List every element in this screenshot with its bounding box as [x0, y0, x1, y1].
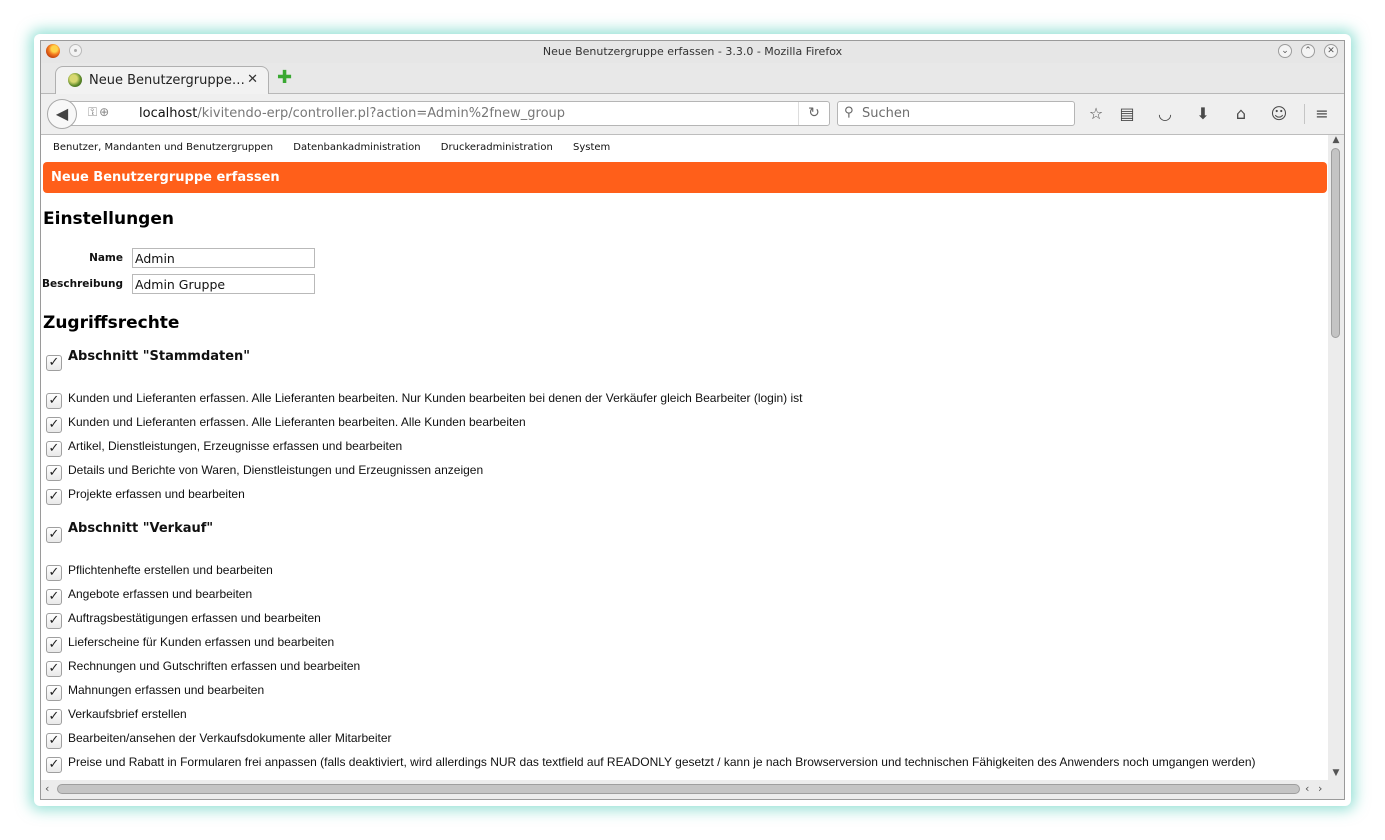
right-label: Bearbeiten/ansehen der Verkaufsdokumente aller Mitarbeiter [68, 731, 392, 745]
title-bar [41, 41, 1344, 63]
right-label: Angebote erfassen und bearbeiten [68, 587, 253, 601]
right-label: Projekte erfassen und bearbeiten [68, 487, 245, 501]
pocket-icon[interactable]: ◡ [1158, 104, 1172, 123]
section-checkbox[interactable]: ✓ [46, 527, 62, 543]
bookmark-star-icon[interactable]: ☆ [1088, 104, 1104, 123]
tab-strip [41, 63, 1344, 94]
menu-item-users[interactable]: Benutzer, Mandanten und Benutzergruppen [53, 142, 274, 153]
menu-item-printer[interactable]: Druckeradministration [440, 142, 553, 153]
description-field[interactable] [132, 274, 315, 294]
home-icon[interactable]: ⌂ [1235, 104, 1247, 123]
chat-icon[interactable]: ☺ [1270, 104, 1288, 123]
settings-heading: Einstellungen [43, 209, 174, 229]
minimize-button[interactable]: ⌄ [1278, 44, 1292, 58]
right-checkbox[interactable]: ✓ [46, 733, 62, 749]
right-label: Kunden und Lieferanten erfassen. Alle Lieferanten bearbeiten. Nur Kunden bearbeiten bei denen der Verkäufer gleich Bearbeiter (login) ist [68, 391, 803, 405]
right-checkbox[interactable]: ✓ [46, 393, 62, 409]
right-checkbox[interactable]: ✓ [46, 637, 62, 653]
page-banner: Neue Benutzergruppe erfassen [43, 162, 1327, 193]
right-checkbox[interactable]: ✓ [46, 709, 62, 725]
right-label: Details und Berichte von Waren, Dienstleistungen und Erzeugnissen anzeigen [68, 463, 484, 477]
right-checkbox[interactable]: ✓ [46, 757, 62, 773]
right-label: Mahnungen erfassen und bearbeiten [68, 683, 265, 697]
scroll-down-icon[interactable]: ▼ [1332, 768, 1340, 778]
right-checkbox[interactable]: ✓ [46, 441, 62, 457]
right-label: Preise und Rabatt in Formularen frei anpassen (falls deaktiviert, wird allerdings NUR das textfield auf READONLY gesetzt / kann je nach Browserversion und technischen Fähigkeiten des Anwenders noch umgangen werden) [68, 755, 1256, 769]
right-label: Rechnungen und Gutschriften erfassen und bearbeiten [68, 659, 361, 673]
reading-list-icon[interactable]: ▤ [1119, 104, 1135, 123]
right-checkbox[interactable]: ✓ [46, 489, 62, 505]
section-heading: Abschnitt "Verkauf" [68, 521, 214, 536]
download-icon[interactable]: ⬇ [1196, 104, 1210, 123]
right-checkbox[interactable]: ✓ [46, 589, 62, 605]
window-title: Neue Benutzergruppe erfassen - 3.3.0 - Mozilla Firefox [542, 45, 843, 58]
right-label: Lieferscheine für Kunden erfassen und bearbeiten [68, 635, 335, 649]
right-checkbox[interactable]: ✓ [46, 417, 62, 433]
right-checkbox[interactable]: ✓ [46, 661, 62, 677]
toolbar-separator [1304, 104, 1305, 124]
kivitendo-favicon-icon [68, 73, 82, 87]
url-text[interactable] [139, 106, 565, 121]
tab-current[interactable] [55, 66, 269, 94]
description-label: Beschreibung [42, 278, 123, 290]
vertical-scrollbar[interactable] [1328, 135, 1344, 780]
search-input[interactable] [860, 105, 1064, 122]
menu-item-system[interactable]: System [572, 142, 611, 153]
menu-item-database[interactable]: Datenbankadministration [293, 142, 421, 153]
name-label: Name [89, 252, 123, 264]
search-bar[interactable] [837, 101, 1075, 126]
rights-heading: Zugriffsrechte [43, 313, 180, 333]
right-checkbox[interactable]: ✓ [46, 465, 62, 481]
vertical-scroll-thumb[interactable] [1331, 148, 1340, 338]
page-viewport [41, 135, 1328, 780]
section-heading: Abschnitt "Stammdaten" [68, 349, 251, 364]
name-field[interactable] [132, 248, 315, 268]
close-window-button[interactable]: ✕ [1324, 44, 1338, 58]
search-icon: ⚲ [844, 105, 854, 120]
right-label: Artikel, Dienstleistungen, Erzeugnisse erfassen und bearbeiten [68, 439, 403, 453]
right-label: Pflichtenhefte erstellen und bearbeiten [68, 563, 273, 577]
horizontal-scroll-thumb[interactable] [57, 784, 1300, 794]
scroll-left-icon[interactable]: ‹ [45, 782, 50, 795]
scroll-left-small-icon[interactable]: ‹ [1305, 782, 1310, 795]
url-bar[interactable] [67, 101, 830, 126]
right-label: Verkaufsbrief erstellen [68, 707, 187, 721]
url-host: localhost [139, 106, 198, 121]
tab-close-icon[interactable]: ✕ [247, 72, 258, 87]
reload-icon[interactable]: ↻ [798, 102, 829, 125]
scroll-corner [1328, 780, 1344, 799]
horizontal-scrollbar[interactable] [41, 780, 1328, 799]
back-button[interactable] [47, 99, 77, 129]
new-tab-icon[interactable]: ✚ [277, 67, 293, 88]
site-identity-icon[interactable]: ⚿⊕ [88, 105, 112, 119]
top-menu [53, 142, 627, 153]
scroll-right-icon[interactable]: › [1318, 782, 1323, 795]
nav-bar [41, 94, 1344, 135]
scroll-up-icon[interactable]: ▲ [1332, 135, 1340, 145]
right-label: Auftragsbestätigungen erfassen und bearbeiten [68, 611, 321, 625]
tab-label: Neue Benutzergruppe… [89, 73, 245, 88]
url-path: /kivitendo-erp/controller.pl?action=Admin%2fnew_group [197, 106, 566, 121]
hamburger-menu-icon[interactable]: ≡ [1315, 104, 1329, 123]
back-arrow-icon: ◀ [55, 104, 69, 123]
right-checkbox[interactable]: ✓ [46, 613, 62, 629]
right-checkbox[interactable]: ✓ [46, 685, 62, 701]
right-label: Kunden und Lieferanten erfassen. Alle Lieferanten bearbeiten. Alle Kunden bearbeiten [68, 415, 526, 429]
right-checkbox[interactable]: ✓ [46, 565, 62, 581]
section-checkbox[interactable]: ✓ [46, 355, 62, 371]
maximize-button[interactable]: ⌃ [1301, 44, 1315, 58]
browser-window [40, 40, 1345, 800]
